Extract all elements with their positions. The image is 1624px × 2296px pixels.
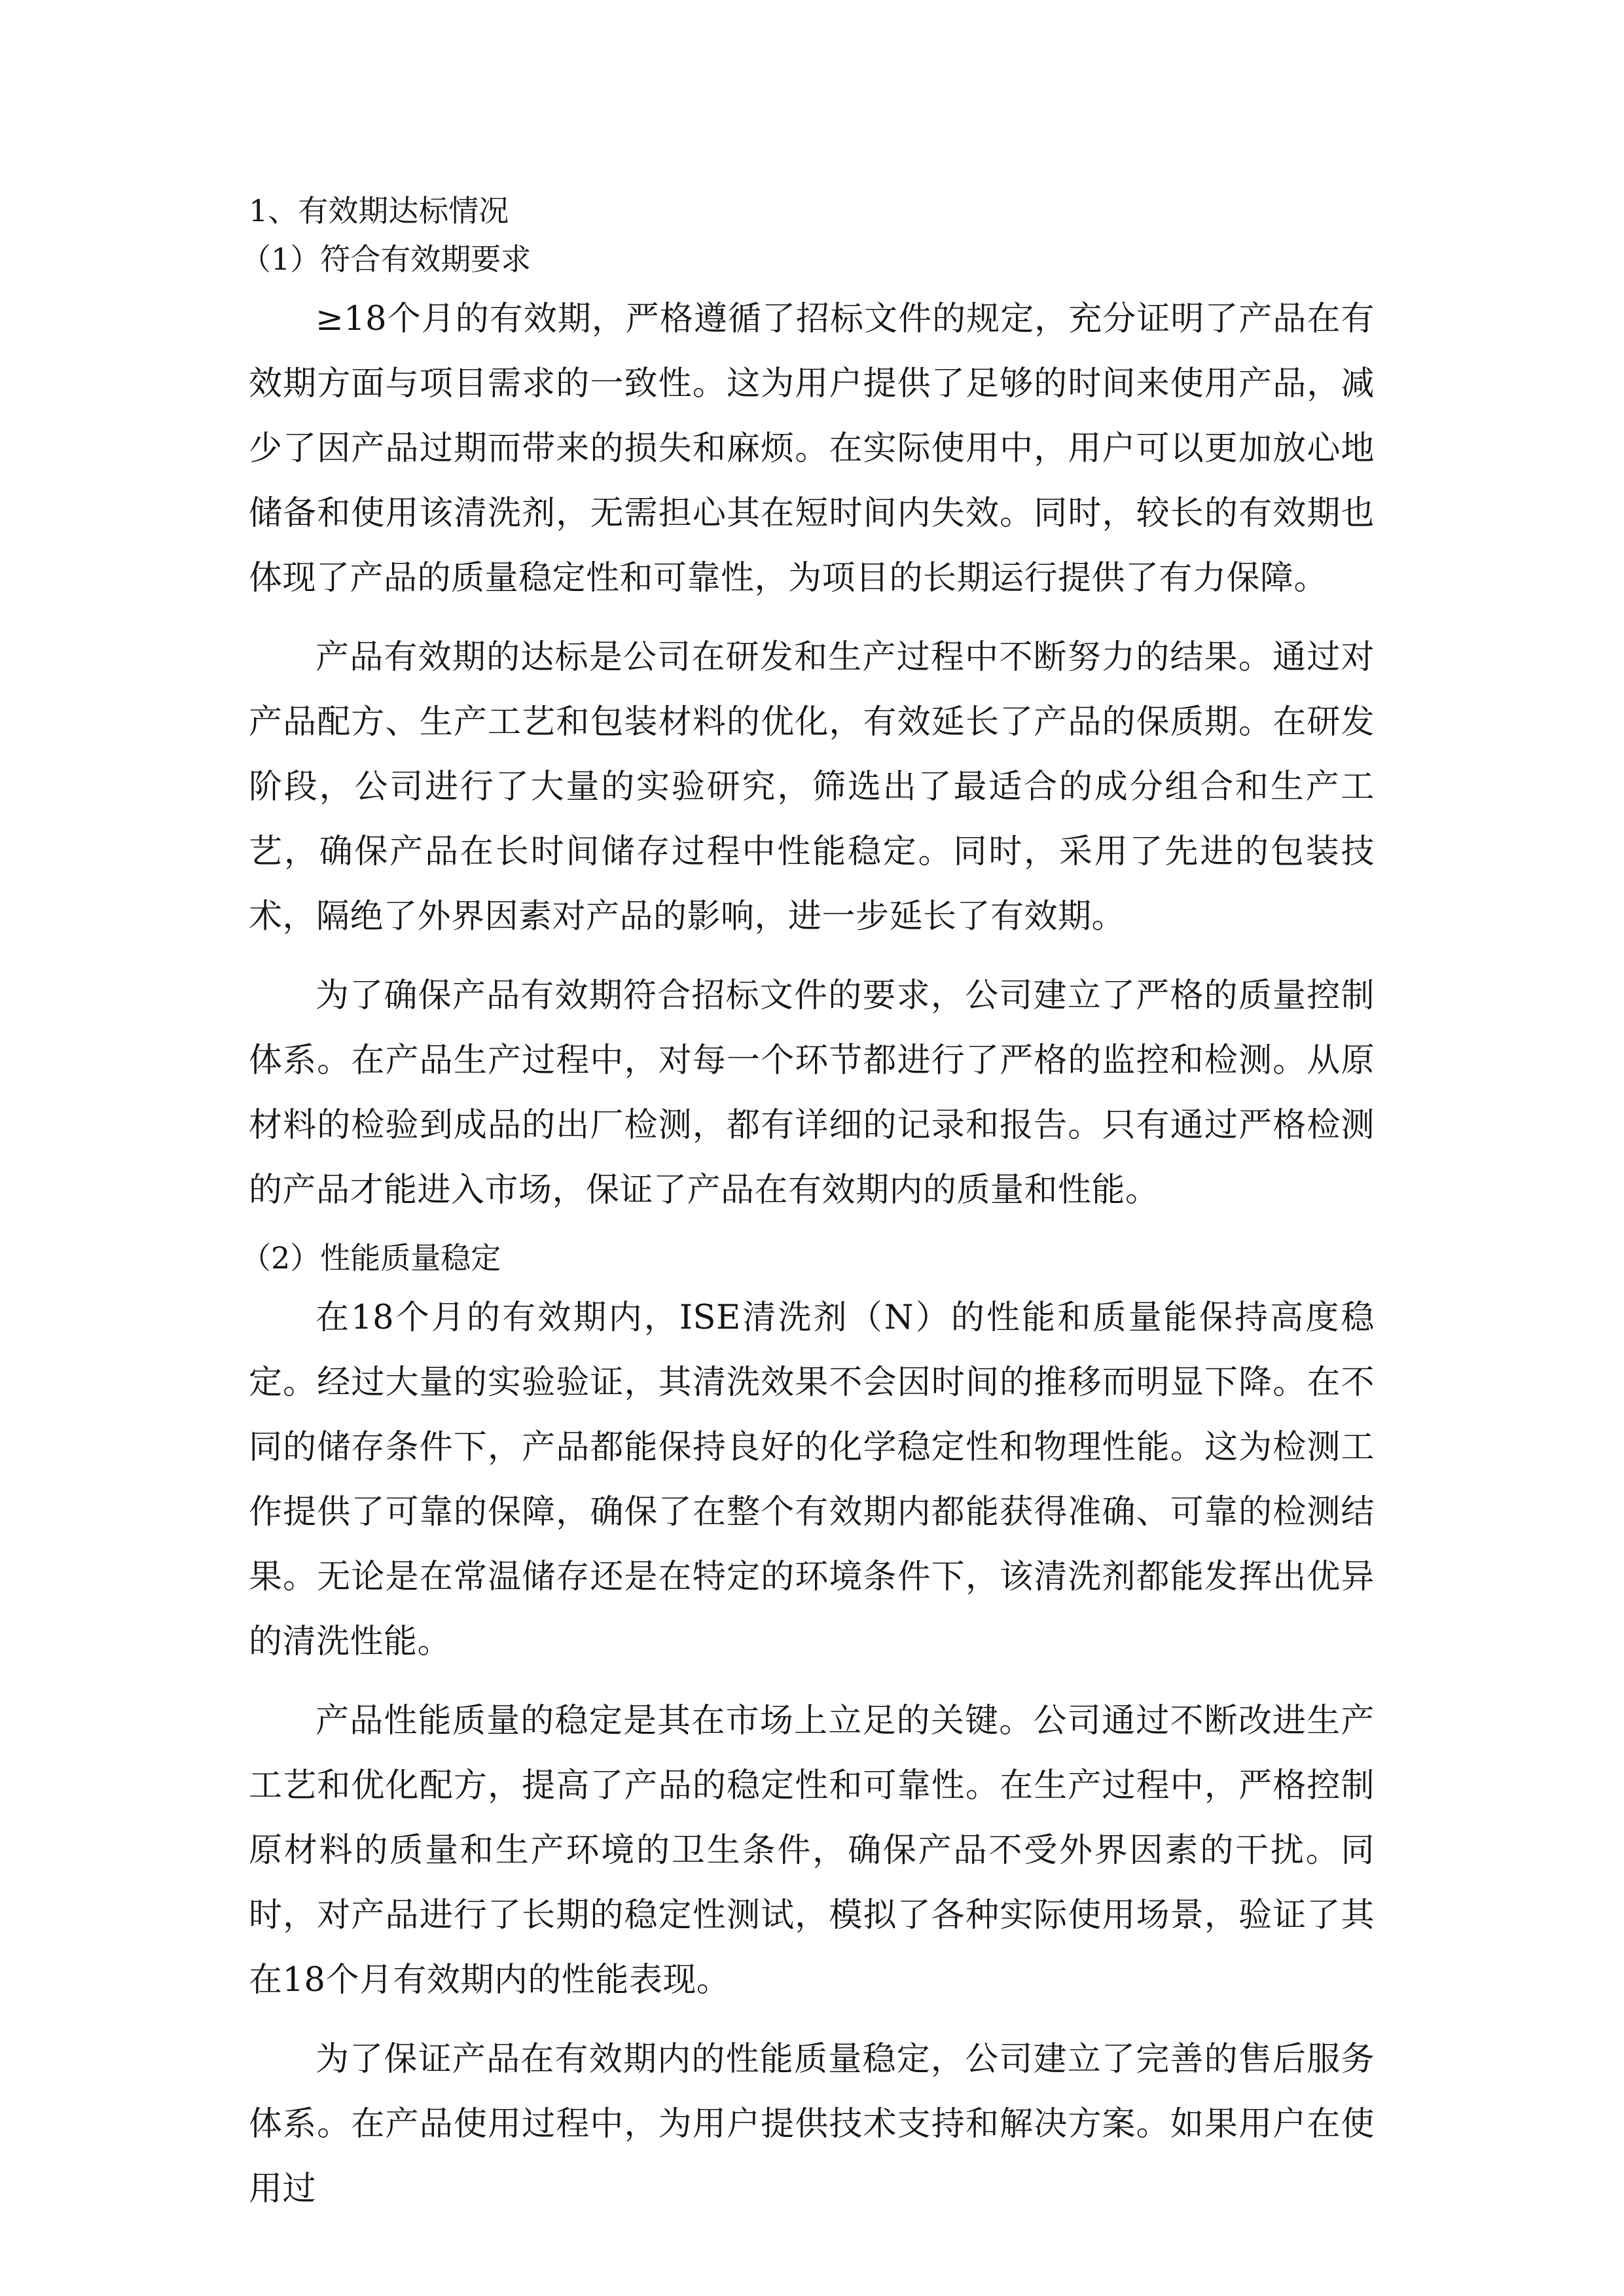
- subsection-heading-1: （1）符合有效期要求: [241, 242, 532, 277]
- paragraph-4: 在18个月的有效期内，ISE清洗剂（N）的性能和质量能保持高度稳定。经过大量的实验验证，其清洗效果不会因时间的推移而明显下降。在不同的储存条件下，产品都能保持良好的化学稳定性和物理性能。这为检测工作提供了可靠的保障，确保了在整个有效期内都能获得准确、可靠的检测结果。无论是在常温储存还是在特定的环境条件下，该清洗剂都能发挥出优异的清洗性能。: [249, 1299, 1375, 1661]
- paragraph-2: 产品有效期的达标是公司在研发和生产过程中不断努力的结果。通过对产品配方、生产工艺和包装材料的优化，有效延长了产品的保质期。在研发阶段，公司进行了大量的实验研究，筛选出了最适合的成分组合和生产工艺，确保产品在长时间储存过程中性能稳定。同时，采用了先进的包装技术，隔绝了外界因素对产品的影响，进一步延长了有效期。: [249, 638, 1375, 936]
- paragraph-6: 为了保证产品在有效期内的性能质量稳定，公司建立了完善的售后服务体系。在产品使用过程中，为用户提供技术支持和解决方案。如果用户在使用过: [249, 2040, 1375, 2208]
- paragraph-3: 为了确保产品有效期符合招标文件的要求，公司建立了严格的质量控制体系。在产品生产过程中，对每一个环节都进行了严格的监控和检测。从原材料的检验到成品的出厂检测，都有详细的记录和报告。只有通过严格检测的产品才能进入市场，保证了产品在有效期内的质量和性能。: [249, 977, 1375, 1210]
- document-page: [241, 190, 1375, 2236]
- paragraph-5: 产品性能质量的稳定是其在市场上立足的关键。公司通过不断改进生产工艺和优化配方，提高了产品的稳定性和可靠性。在生产过程中，严格控制原材料的质量和生产环境的卫生条件，确保产品不受外界因素的干扰。同时，对产品进行了长期的稳定性测试，模拟了各种实际使用场景，验证了其在18个月有效期内的性能表现。: [249, 1702, 1375, 2000]
- paragraph-1: ≥18个月的有效期，严格遵循了招标文件的规定，充分证明了产品在有效期方面与项目需求的一致性。这为用户提供了足够的时间来使用产品，减少了因产品过期而带来的损失和麻烦。在实际使用中，用户可以更加放心地储备和使用该清洗剂，无需担心其在短时间内失效。同时，较长的有效期也体现了产品的质量稳定性和可靠性，为项目的长期运行提供了有力保障。: [249, 300, 1375, 598]
- subsection-heading-2: （2）性能质量稳定: [241, 1240, 501, 1276]
- section-heading: 1、有效期达标情况: [249, 193, 509, 228]
